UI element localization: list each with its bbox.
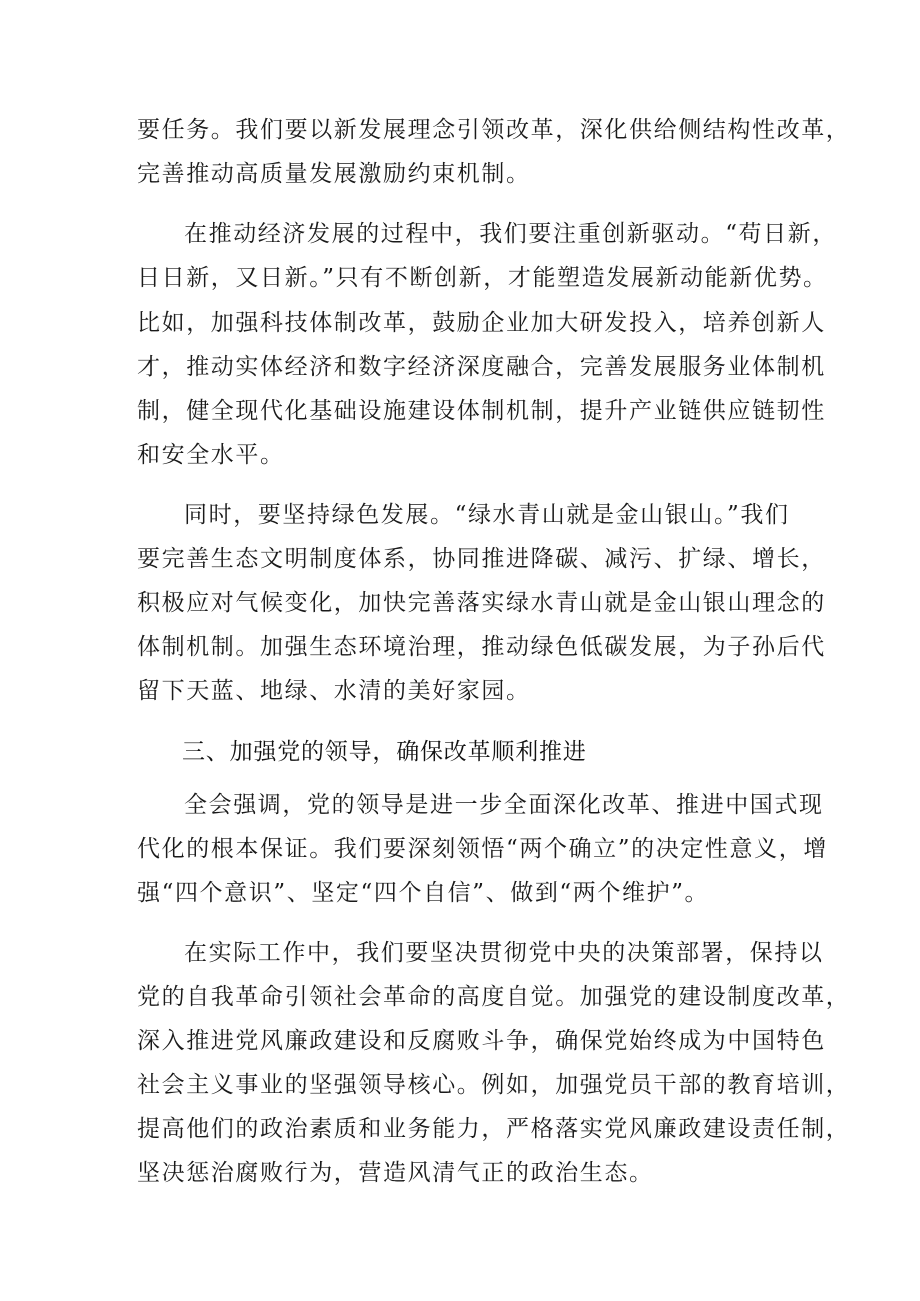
paragraph-line: 坚决惩治腐败行为，营造风清气正的政治生态。 xyxy=(137,1160,654,1186)
paragraph-line: 才，推动实体经济和数字经济深度融合，完善发展服务业体制机 xyxy=(137,354,826,380)
paragraph-line: 党的自我革命引领社会革命的高度自觉。加强党的建设制度改革， xyxy=(137,984,851,1010)
paragraph-line: 和安全水平。 xyxy=(137,442,285,468)
paragraph-line: 代化的根本保证。我们要深刻领悟“两个确立”的决定性意义，增 xyxy=(137,836,828,862)
paragraph-line: 留下天蓝、地绿、水清的美好家园。 xyxy=(137,678,531,704)
paragraph-line: 日日新，又日新。”只有不断创新，才能塑造发展新动能新优势。 xyxy=(137,265,828,291)
paragraph-line: 同时，要坚持绿色发展。“绿水青山就是金山银山。”我们 xyxy=(184,502,790,528)
paragraph-line: 在实际工作中，我们要坚决贯彻党中央的决策部署，保持以 xyxy=(184,940,824,966)
paragraph-line: 要完善生态文明制度体系，协同推进降碳、减污、扩绿、增长， xyxy=(137,546,826,572)
paragraph-line: 体制机制。加强生态环境治理，推动绿色低碳发展，为子孙后代 xyxy=(137,634,826,660)
paragraph-line: 比如，加强科技体制改革，鼓励企业加大研发投入，培养创新人 xyxy=(137,310,826,336)
paragraph-line: 社会主义事业的坚强领导核心。例如，加强党员干部的教育培训， xyxy=(137,1072,851,1098)
paragraph-line: 要任务。我们要以新发展理念引领改革，深化供给侧结构性改革， xyxy=(137,117,851,143)
paragraph-line: 完善推动高质量发展激励约束机制。 xyxy=(137,161,531,187)
paragraph-line: 全会强调，党的领导是进一步全面深化改革、推进中国式现 xyxy=(184,792,824,818)
paragraph-line: 积极应对气候变化，加快完善落实绿水青山就是金山银山理念的 xyxy=(137,590,826,616)
section-heading: 三、加强党的领导，确保改革顺利推进 xyxy=(182,739,587,765)
paragraph-line: 制，健全现代化基础设施建设体制机制，提升产业链供应链韧性 xyxy=(137,398,826,424)
paragraph-line: 提高他们的政治素质和业务能力，严格落实党风廉政建设责任制， xyxy=(137,1116,851,1142)
paragraph-line: 强“四个意识”、坚定“四个自信”、做到“两个维护”。 xyxy=(137,880,710,906)
paragraph-line: 深入推进党风廉政建设和反腐败斗争，确保党始终成为中国特色 xyxy=(137,1028,826,1054)
paragraph-line: 在推动经济发展的过程中，我们要注重创新驱动。“苟日新， xyxy=(184,221,837,247)
